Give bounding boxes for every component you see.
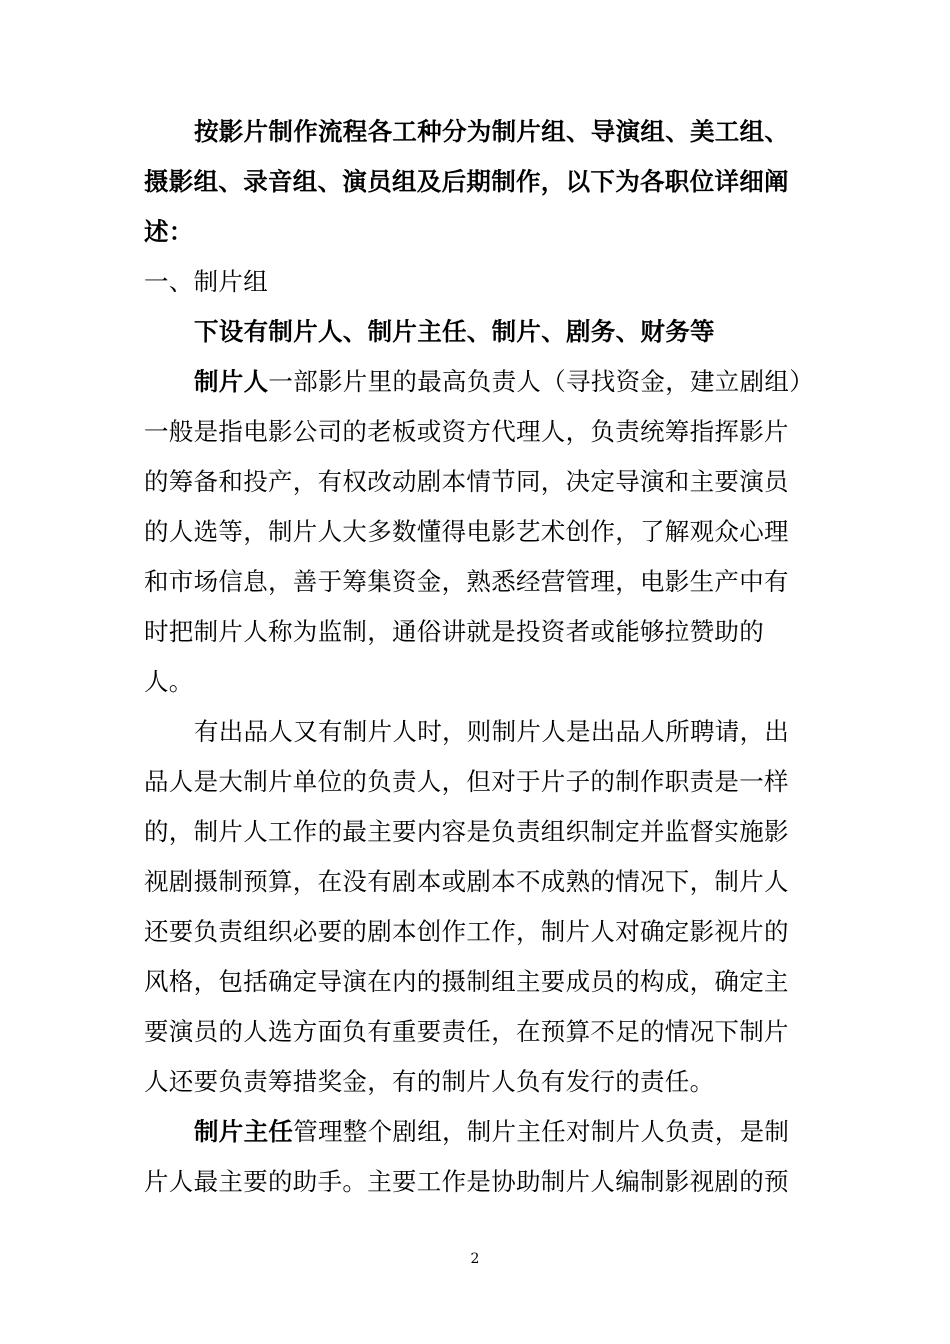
paragraph-line	[194, 1116, 789, 1148]
paragraph-line: 的，制片人工作的最主要内容是负责组织制定并监督实施影	[144, 817, 789, 846]
term-production-manager: 制片主任	[194, 1117, 294, 1146]
paragraph-line: 视剧摄制预算，在没有剧本或剧本不成熟的情况下，制片人	[144, 867, 789, 896]
paragraph-line: 一般是指电影公司的老板或资方代理人，负责统筹指挥影片	[144, 417, 789, 446]
paragraph-line: 人。	[144, 667, 194, 696]
intro-line: 述：	[144, 217, 194, 246]
paragraph-line: 的筹备和投产，有权改动剧本情节同，决定导演和主要演员	[144, 467, 789, 496]
paragraph-line: 和市场信息，善于筹集资金，熟悉经营管理，电影生产中有	[144, 567, 789, 596]
intro-line: 按影片制作流程各工种分为制片组、导演组、美工组、	[194, 117, 790, 146]
paragraph-text: 管理整个剧组，制片主任对制片人负责，是制	[293, 1117, 790, 1146]
intro-line: 摄影组、录音组、演员组及后期制作，以下为各职位详细阐	[144, 167, 789, 196]
paragraph-line: 有出品人又有制片人时，则制片人是出品人所聘请，出	[194, 717, 790, 746]
paragraph-text: 一部影片里的最高负责人（寻找资金，建立剧组）	[268, 367, 815, 396]
paragraph-line: 的人选等，制片人大多数懂得电影艺术创作，了解观众心理	[144, 517, 789, 546]
paragraph-line	[194, 366, 814, 398]
term-producer: 制片人	[194, 367, 269, 396]
page-number: 2	[470, 1251, 480, 1267]
paragraph-line: 还要负责组织必要的剧本创作工作，制片人对确定影视片的	[144, 917, 789, 946]
paragraph-line: 时把制片人称为监制，通俗讲就是投资者或能够拉赞助的	[144, 617, 764, 646]
paragraph-line: 要演员的人选方面负有重要责任，在预算不足的情况下制片	[144, 1017, 789, 1046]
section-subheading: 下设有制片人、制片主任、制片、剧务、财务等	[194, 317, 715, 346]
section-heading: 一、制片组	[144, 267, 268, 296]
paragraph-line: 风格，包括确定导演在内的摄制组主要成员的构成，确定主	[144, 967, 789, 996]
paragraph-line: 人还要负责筹措奖金，有的制片人负有发行的责任。	[144, 1067, 715, 1096]
paragraph-line: 品人是大制片单位的负责人，但对于片子的制作职责是一样	[144, 767, 789, 796]
paragraph-line: 片人最主要的助手。主要工作是协助制片人编制影视剧的预	[144, 1167, 789, 1196]
